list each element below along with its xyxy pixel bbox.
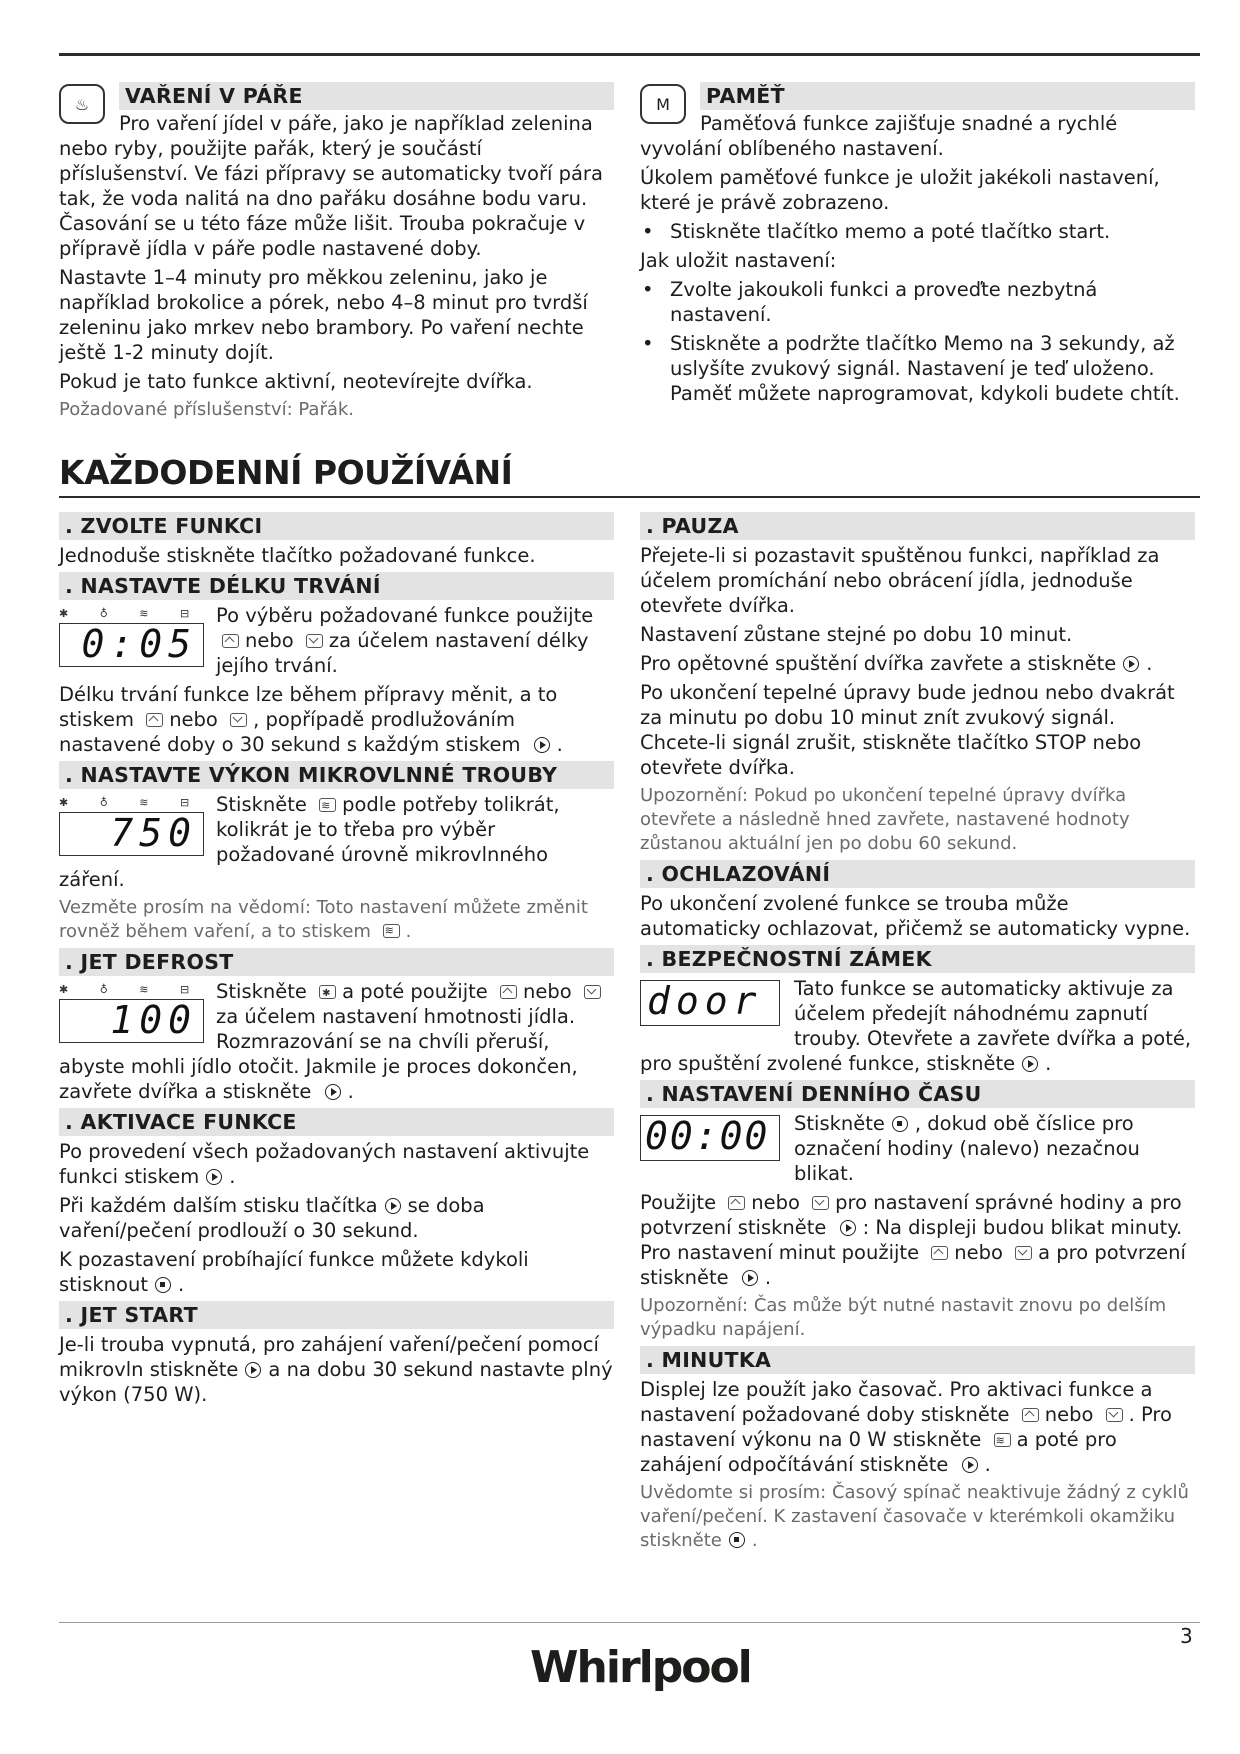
- memory-header: [640, 82, 1195, 114]
- clock-lcd: 00:00: [640, 1115, 780, 1161]
- lock-title: . BEZPEČNOSTNÍ ZÁMEK: [640, 945, 1195, 973]
- duration-t4: Délku trvání funkce lze během přípravy měnit, a to stiskem: [59, 683, 558, 731]
- duration-block: [59, 603, 614, 682]
- pause-p1: Přejete-li si pozastavit spuštěnou funkci, například za účelem promíchání nebo obrácení jídla, jednoduše otevřete dvířka.: [640, 544, 1160, 617]
- defrost-t4: za účelem nastavení hmotnosti jídla. Rozmrazování se na chvíli přeruší, abyste mohli jídlo otočit. Jakmile je proces dokončen, zavřete dvířka a stiskněte: [59, 1005, 578, 1103]
- start-icon: [742, 1270, 758, 1286]
- jetstart-text: [59, 1332, 614, 1407]
- timer-note-1: Uvědomte si prosím: Časový spínač neaktivuje žádný z cyklů vaření/pečení. K zastavení časovače v kterémkoli okamžiku stiskněte: [640, 1482, 1189, 1551]
- down-arrow-icon: [230, 713, 247, 727]
- steam-p3: Pokud je tato funkce aktivní, neotevírejte dvířka.: [59, 370, 533, 393]
- power-note: [59, 896, 614, 944]
- memory-section: [640, 82, 1195, 410]
- duration-t2: nebo: [245, 629, 294, 652]
- down-arrow-icon: [812, 1196, 829, 1210]
- stop-icon: [892, 1116, 908, 1132]
- defrost-lcd: 100: [59, 999, 204, 1043]
- steam-title: VAŘENÍ V PÁŘE: [119, 82, 614, 110]
- lock-block: [640, 976, 1195, 1080]
- clock-t4: nebo: [751, 1191, 800, 1214]
- clock-note: Upozornění: Čas může být nutné nastavit znovu po delším výpadku napájení.: [640, 1295, 1167, 1340]
- activate-p2b: se doba vaření/pečení prodlouží o 30 sekund.: [59, 1194, 485, 1242]
- activate-p1: [59, 1139, 614, 1189]
- left-column: [59, 512, 614, 1411]
- jetstart-t1: Je-li trouba vypnutá, pro zahájení vaření/pečení pomocí mikrovln stiskněte: [59, 1333, 599, 1381]
- defrost-display: [59, 983, 204, 1043]
- steam-p2: Nastavte 1–4 minuty pro měkkou zeleninu, jako je například brokolice a pórek, nebo 4–8 minut pro tvrdší zeleninu jako mrkev nebo brambory. Po vaření nechte ještě 1-2 minuty dojít.: [59, 266, 588, 364]
- duration-title: . NASTAVTE DÉLKU TRVÁNÍ: [59, 572, 614, 600]
- lock-lcd: door: [640, 980, 780, 1026]
- memory-p3: Jak uložit nastavení:: [640, 249, 837, 272]
- power-title: . NASTAVTE VÝKON MIKROVLNNÉ TROUBY: [59, 761, 614, 789]
- duration-t3: za účelem nastavení délky jejího trvání.: [216, 629, 589, 677]
- clock-text-2: [640, 1190, 1195, 1290]
- down-arrow-icon: [1106, 1408, 1123, 1422]
- clock-block: [640, 1111, 1195, 1190]
- choose-title: . ZVOLTE FUNKCI: [59, 512, 614, 540]
- defrost-title: . JET DEFROST: [59, 948, 614, 976]
- up-arrow-icon: [1022, 1408, 1039, 1422]
- memory-bullet-1: • Stiskněte tlačítko memo a poté tlačítko start.: [640, 219, 1195, 244]
- timer-note-2: .: [751, 1530, 758, 1551]
- pause-p2: Nastavení zůstane stejné po dobu 10 minut.: [640, 623, 1073, 646]
- memo-icon: M: [640, 84, 686, 124]
- steam-p1: Pro vaření jídel v páře, jako je například zelenina nebo ryby, použijte pařák, který je součástí příslušenství. Ve fázi přípravy se automaticky tvoří pára tak, že voda nalitá na dno pařáku dosáhne bodu varu. Časování se u této fáze může lišit. Trouba pokračuje v přípravě jídla v páře podle nastavené doby.: [59, 112, 603, 260]
- defrost-t2: a poté použijte: [342, 980, 488, 1003]
- clock-t3: Použijte: [640, 1191, 717, 1214]
- top-rule: [59, 53, 1200, 56]
- defrost-t5: .: [347, 1080, 354, 1103]
- up-arrow-icon: [728, 1196, 745, 1210]
- activate-p2a: Při každém dalším stisku tlačítka: [59, 1194, 378, 1217]
- pause-note: Upozornění: Pokud po ukončení tepelné úpravy dvířka otevřete a následně hned zavřete, nastavené hodnoty zůstanou aktuální jen po dobu 60 sekund.: [640, 785, 1130, 854]
- power-t2: podle potřeby tolikrát, kolikrát je to třeba pro výběr požadované úrovně mikrovlnného záření.: [59, 793, 560, 891]
- stop-icon: [729, 1532, 745, 1548]
- power-note-1: Vezměte prosím na vědomí: Toto nastavení můžete změnit rovněž během vaření, a to stiskem: [59, 897, 588, 942]
- duration-text-2: [59, 682, 614, 757]
- start-icon: [1123, 656, 1139, 672]
- memory-p2: Úkolem paměťové funkce je uložit jakékoli nastavení, které je právě zobrazeno.: [640, 166, 1160, 214]
- memory-bullet-3: • Stiskněte a podržte tlačítko Memo na 3 sekundy, až uslyšíte zvukový signál. Nastavení je teď uloženo. Paměť můžete naprogramovat, kdykoli budete chtít.: [640, 331, 1195, 406]
- pause-p3b: .: [1146, 652, 1153, 675]
- duration-t1: Po výběru požadované funkce použijte: [216, 604, 594, 627]
- activate-p3: [59, 1247, 614, 1297]
- timer-note: [640, 1481, 1195, 1553]
- down-arrow-icon: [584, 985, 601, 999]
- timer-t1: Displej lze použít jako časovač. Pro aktivaci funkce a nastavení požadované doby stiskněte: [640, 1378, 1153, 1426]
- clock-t8: a pro potvrzení stiskněte: [640, 1241, 1186, 1289]
- lock-t2: .: [1045, 1052, 1052, 1075]
- microwave-icon: [319, 798, 336, 812]
- pause-p3: [640, 651, 1195, 676]
- jetstart-t2: a na dobu 30 sekund nastavte plný výkon (750 W).: [59, 1358, 613, 1406]
- display-status-icons: ✱ ♁ ≋ ⊟: [59, 607, 204, 620]
- lock-t1: Tato funkce se automaticky aktivuje za účelem předejít náhodnému zapnutí trouby. Otevřete a zavřete dvířka a poté, pro spuštění zvolené funkce, stiskněte: [640, 977, 1192, 1075]
- clock-title: . NASTAVENÍ DENNÍHO ČASU: [640, 1080, 1195, 1108]
- memory-title: PAMĚŤ: [700, 82, 1195, 110]
- clock-t6: : Na displeji budou blikat minuty. Pro nastavení minut použijte: [640, 1216, 1183, 1264]
- steam-section: [59, 82, 614, 426]
- cooling-title: . OCHLAZOVÁNÍ: [640, 860, 1195, 888]
- steam-icon: ♨: [59, 84, 105, 124]
- jetstart-title: . JET START: [59, 1301, 614, 1329]
- activate-p3b: .: [177, 1273, 185, 1296]
- timer-t2: nebo: [1044, 1403, 1094, 1426]
- clock-t9: .: [764, 1266, 772, 1289]
- microwave-icon: [383, 924, 400, 938]
- footer-rule: [59, 1622, 1200, 1623]
- start-icon: [840, 1220, 856, 1236]
- timer-t4: a poté pro zahájení odpočítávání stiskněte: [640, 1428, 1117, 1476]
- defrost-block: [59, 979, 614, 1108]
- start-icon: [962, 1457, 978, 1473]
- timer-t3: . Pro nastavení výkonu na 0 W stiskněte: [640, 1403, 1172, 1451]
- clock-t7: nebo: [954, 1241, 1003, 1264]
- timer-text: [640, 1377, 1195, 1477]
- start-icon: [1022, 1056, 1038, 1072]
- pause-p4: Po ukončení tepelné úpravy bude jednou nebo dvakrát za minutu po dobu 10 minut znít zvukový signál. Chcete-li signál zrušit, stiskněte tlačítko STOP nebo otevřete dvířka.: [640, 681, 1175, 779]
- power-note-2: .: [405, 921, 412, 942]
- down-arrow-icon: [306, 634, 323, 648]
- start-icon: [385, 1198, 401, 1214]
- cooling-text: Po ukončení zvolené funkce se trouba může automaticky ochlazovat, přičemž se automaticky vypne.: [640, 892, 1191, 940]
- steam-note: Požadované příslušenství: Pařák.: [59, 399, 355, 420]
- pause-title: . PAUZA: [640, 512, 1195, 540]
- start-icon: [534, 737, 550, 753]
- clock-t1: Stiskněte: [794, 1112, 885, 1135]
- brand-logo: Whirlpool: [530, 1642, 751, 1693]
- clock-t5: pro nastavení správné hodiny a pro potvrzení stiskněte: [640, 1191, 1182, 1239]
- steam-header: [59, 82, 614, 114]
- display-status-icons: ✱ ♁ ≋ ⊟: [59, 983, 204, 996]
- activate-p3a: K pozastavení probíhající funkce můžete kdykoli stisknout: [59, 1248, 529, 1296]
- start-icon: [245, 1362, 261, 1378]
- timer-title: . MINUTKA: [640, 1346, 1195, 1374]
- activate-p2: [59, 1193, 614, 1243]
- up-arrow-icon: [500, 985, 517, 999]
- page-number: 3: [1180, 1624, 1193, 1648]
- duration-t6: , popřípadě prodlužováním nastavené doby o 30 sekund s každým stiskem: [59, 708, 521, 756]
- up-arrow-icon: [146, 713, 163, 727]
- pause-p3a: Pro opětovné spuštění dvířka zavřete a stiskněte: [640, 652, 1117, 675]
- down-arrow-icon: [1015, 1246, 1032, 1260]
- activate-p1b: .: [229, 1165, 236, 1188]
- display-status-icons: ✱ ♁ ≋ ⊟: [59, 796, 204, 809]
- defrost-icon: [319, 985, 336, 999]
- activate-title: . AKTIVACE FUNKCE: [59, 1108, 614, 1136]
- microwave-icon: [994, 1433, 1011, 1447]
- memory-p1: Paměťová funkce zajišťuje snadné a rychlé vyvolání oblíbeného nastavení.: [640, 112, 1118, 160]
- start-icon: [206, 1169, 222, 1185]
- duration-display: [59, 607, 204, 667]
- up-arrow-icon: [931, 1246, 948, 1260]
- timer-t5: .: [984, 1453, 991, 1476]
- memory-list-2: [640, 277, 1195, 406]
- power-block: [59, 792, 614, 896]
- duration-t7: .: [556, 733, 563, 756]
- start-icon: [325, 1084, 341, 1100]
- choose-text: Jednoduše stiskněte tlačítko požadované funkce.: [59, 544, 536, 567]
- clock-t2: , dokud obě číslice pro označení hodiny (nalevo) nezačnou blikat.: [794, 1112, 1140, 1185]
- memory-bullet-2: • Zvolte jakoukoli funkci a proveďte nezbytná nastavení.: [640, 277, 1195, 327]
- power-t1: Stiskněte: [216, 793, 307, 816]
- power-lcd: 750: [59, 812, 204, 856]
- power-display: [59, 796, 204, 856]
- stop-icon: [155, 1277, 171, 1293]
- duration-t5: nebo: [169, 708, 218, 731]
- activate-p1a: Po provedení všech požadovaných nastavení aktivujte funkci stiskem: [59, 1140, 590, 1188]
- duration-lcd: 0:05: [59, 623, 204, 667]
- right-column: [640, 512, 1195, 1557]
- page-title: KAŽDODENNÍ POUŽÍVÁNÍ: [59, 452, 1200, 498]
- memory-list-1: [640, 219, 1195, 244]
- up-arrow-icon: [222, 634, 239, 648]
- defrost-t1: Stiskněte: [216, 980, 307, 1003]
- defrost-t3: nebo: [523, 980, 572, 1003]
